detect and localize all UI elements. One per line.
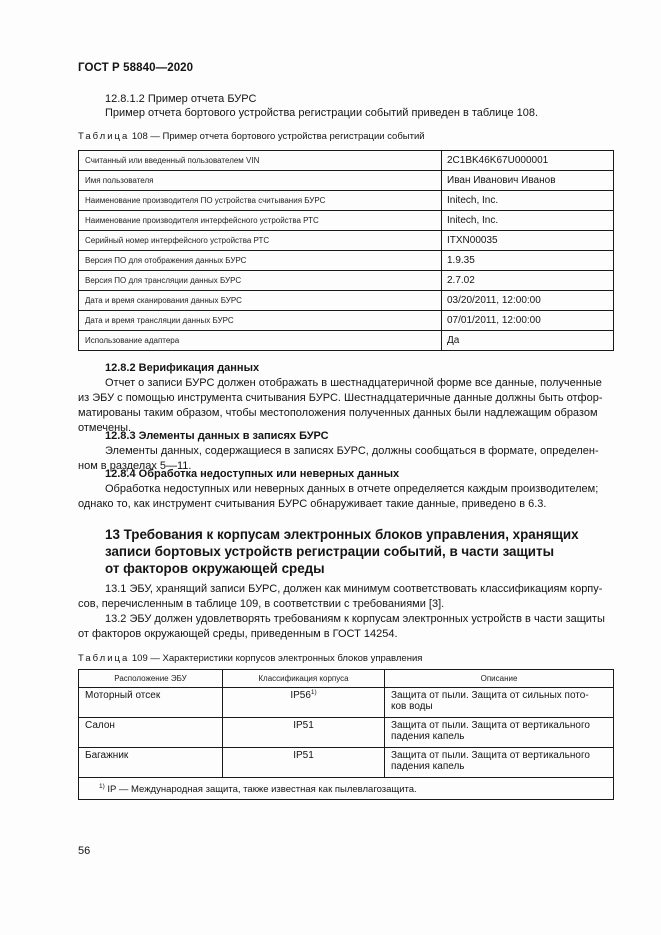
paragraph-line: Обработка недоступных или неверных данных в отчете определяется каждым производителем; (105, 483, 599, 495)
subsection-heading-12-8-3: 12.8.3 Элементы данных в записях БУРС (105, 430, 329, 442)
table-row (79, 211, 614, 231)
table-row (79, 251, 614, 271)
table-row (79, 291, 614, 311)
row-value: 2С1ВK46K67U000001 (442, 151, 614, 171)
paragraph-line: 13.1 ЭБУ, хранящий записи БУРС, должен как минимум соответствовать классификациям корпу- (105, 583, 603, 595)
cell-description (385, 748, 614, 778)
table-row (79, 271, 614, 291)
footnote-ref: 1) (310, 689, 317, 696)
section-heading-13-line-3: от факторов окружающей среды (105, 561, 325, 576)
description-line: падения капель (391, 731, 465, 742)
table-caption-prefix: Таблица (78, 131, 130, 142)
subsection-heading-12-8-2: 12.8.2 Верификация данных (105, 362, 260, 374)
table-footnote (79, 778, 614, 800)
table-row (79, 688, 614, 718)
table-caption-prefix: Таблица (78, 653, 130, 664)
table-108-caption (78, 131, 425, 142)
paragraph-line: из ЭБУ с помощью инструмента считывания БУРС. Шестнадцатеричные данные должны быть отфор- (78, 392, 603, 404)
section-heading-13-line-2: записи бортовых устройств регистрации событий, в части защиты (105, 544, 555, 559)
cell-class (223, 718, 385, 748)
paragraph-line: однако то, как инструмент считывания БУРС обнаруживает такие данные, приведено в 6.3. (78, 498, 547, 510)
description-line: Защита от пыли. Защита от сильных пото- (391, 690, 589, 701)
class-value: IP56 (290, 690, 311, 701)
description-line: ков воды (391, 701, 433, 712)
table-108 (78, 150, 614, 351)
row-label: Версия ПО для трансляции данных БУРС (79, 271, 442, 291)
paragraph-12-8-1-2: Пример отчета бортового устройства регистрации событий приведен в таблице 108. (105, 107, 539, 119)
paragraph-line: 13.2 ЭБУ должен удовлетворять требованиям к корпусам электронных устройств в части защиты (105, 613, 605, 625)
row-label: Дата и время трансляции данных БУРС (79, 311, 442, 331)
row-value: 2.7.02 (442, 271, 614, 291)
footnote-text: IP — Международная защита, также известная как пылевлагозащита. (107, 784, 417, 795)
column-header: Расположение ЭБУ (79, 670, 223, 688)
cell-location: Багажник (79, 748, 223, 778)
row-value: Да (442, 331, 614, 351)
paragraph-line: Отчет о записи БУРС должен отображать в шестнадцатеричной форме все данные, полученные (105, 377, 602, 389)
row-value: ITXN00035 (442, 231, 614, 251)
table-header-row (79, 670, 614, 688)
row-label: Считанный или введенный пользователем VIN (79, 151, 442, 171)
row-value: 07/01/2011, 12:00:00 (442, 311, 614, 331)
table-caption-text: 108 — Пример отчета бортового устройства регистрации событий (131, 131, 425, 142)
description-line: Защита от пыли. Защита от вертикального (391, 720, 590, 731)
table-row (79, 151, 614, 171)
class-value: IP51 (293, 720, 314, 731)
column-header: Описание (385, 670, 614, 688)
paragraph-line: матированы таким образом, чтобы местоположения полученных данных были надлежащим образом (78, 407, 598, 419)
row-label: Наименование производителя ПО устройства считывания БУРС (79, 191, 442, 211)
cell-description (385, 688, 614, 718)
footnote-mark: 1) (99, 783, 105, 790)
row-value: 03/20/2011, 12:00:00 (442, 291, 614, 311)
row-label: Наименование производителя интерфейсного устройства РТС (79, 211, 442, 231)
row-label: Имя пользователя (79, 171, 442, 191)
table-109-caption (78, 653, 422, 664)
table-footnote-row (79, 778, 614, 800)
cell-class (223, 688, 385, 718)
paragraph-line: ном в разделах 5—11. (78, 460, 192, 472)
row-value: Иван Иванович Иванов (442, 171, 614, 191)
subsection-heading-12-8-4: 12.8.4 Обработка недоступных или неверных данных (105, 468, 400, 480)
table-caption-text: 109 — Характеристики корпусов электронных блоков управления (131, 653, 423, 664)
cell-class (223, 748, 385, 778)
cell-location: Салон (79, 718, 223, 748)
table-row (79, 191, 614, 211)
column-header: Классификация корпуса (223, 670, 385, 688)
table-109 (78, 669, 614, 800)
row-label: Дата и время сканирования данных БУРС (79, 291, 442, 311)
table-row (79, 748, 614, 778)
table-row (79, 171, 614, 191)
paragraph-line: сов, перечисленным в таблице 109, в соответствии с требованиями [3]. (78, 598, 445, 610)
subsection-heading-12-8-1-2: 12.8.1.2 Пример отчета БУРС (105, 93, 257, 105)
table-row (79, 718, 614, 748)
class-value: IP51 (293, 750, 314, 761)
description-line: падения капель (391, 761, 465, 772)
row-label: Использование адаптера (79, 331, 442, 351)
section-heading-13-line-1: 13 Требования к корпусам электронных блоков управления, хранящих (105, 527, 579, 542)
row-label: Серийный номер интерфейсного устройства РТС (79, 231, 442, 251)
table-row (79, 311, 614, 331)
cell-location: Моторный отсек (79, 688, 223, 718)
row-label: Версия ПО для отображения данных БУРС (79, 251, 442, 271)
cell-description (385, 718, 614, 748)
table-row (79, 231, 614, 251)
paragraph-line: отмечены. (78, 422, 132, 434)
standard-designation: ГОСТ Р 58840—2020 (78, 62, 194, 74)
row-value: Initech, Inc. (442, 211, 614, 231)
page-number: 56 (78, 845, 91, 857)
table-row (79, 331, 614, 351)
row-value: Initech, Inc. (442, 191, 614, 211)
paragraph-line: от факторов окружающей среды, приведенным в ГОСТ 14254. (78, 628, 398, 640)
row-value: 1.9.35 (442, 251, 614, 271)
paragraph-line: Элементы данных, содержащиеся в записях БУРС, должны сообщаться в формате, определен- (105, 445, 599, 457)
description-line: Защита от пыли. Защита от вертикального (391, 750, 590, 761)
